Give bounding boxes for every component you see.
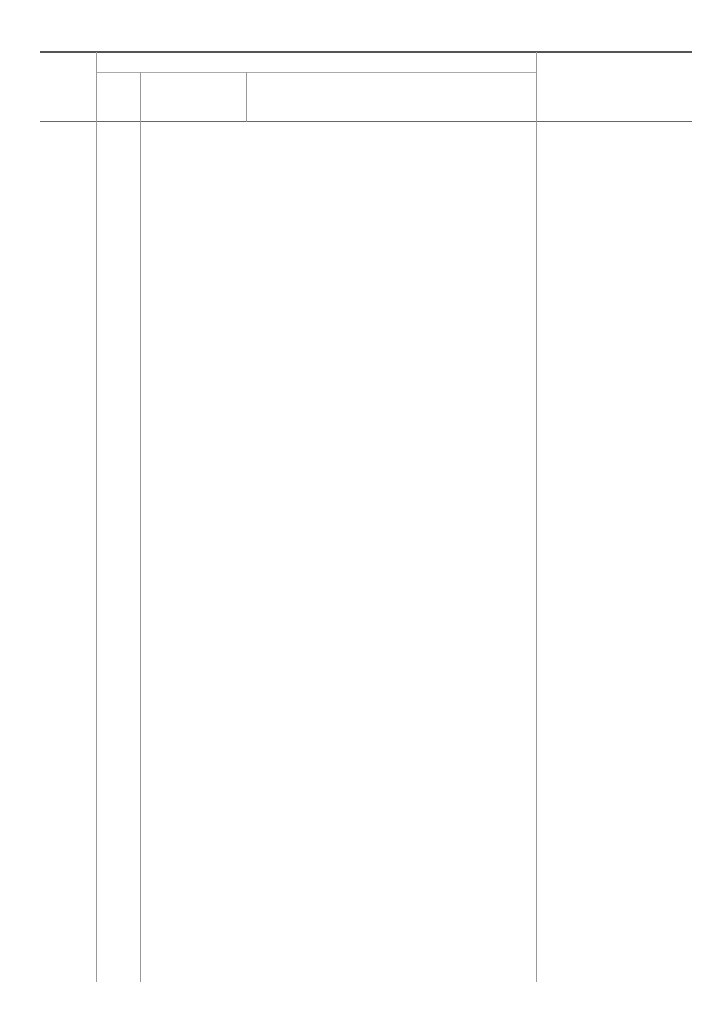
col-divider-2 (140, 72, 141, 982)
col-divider-3 (246, 72, 247, 122)
col-divider-1 (96, 52, 97, 982)
col-divider-4 (536, 52, 537, 982)
subheader-divider (96, 72, 536, 73)
header-bottom-border (40, 121, 692, 122)
table-top-border (40, 51, 692, 53)
